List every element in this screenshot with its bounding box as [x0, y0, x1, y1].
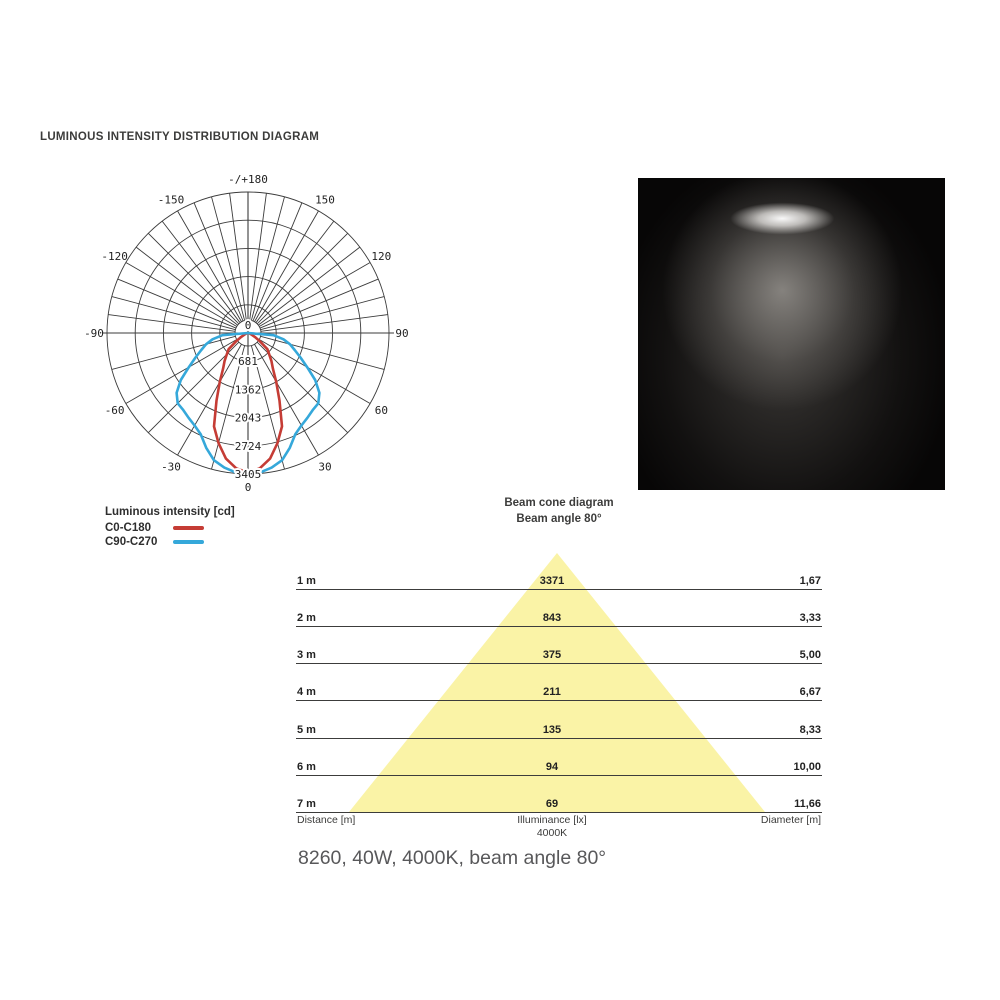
- beam-cone-row: [296, 683, 822, 701]
- legend-title: Luminous intensity [cd]: [105, 506, 235, 518]
- page-title: LUMINOUS INTENSITY DISTRIBUTION DIAGRAM: [40, 131, 320, 143]
- angle-label: 60: [374, 404, 388, 417]
- beam-cone-heading: [296, 496, 822, 527]
- ring-value-label: 3405: [234, 468, 262, 481]
- beam-cone-row: [296, 646, 822, 664]
- illuminance-column-label: [296, 814, 808, 840]
- distance-value: 5 m: [297, 723, 316, 736]
- legend-item-label: C0-C180: [105, 522, 152, 534]
- distance-value: 7 m: [297, 797, 316, 810]
- beam-cone-heading-line1: Beam cone diagram: [504, 497, 614, 509]
- beam-photo: [638, 178, 945, 490]
- diameter-value: 1,67: [799, 575, 821, 588]
- beam-cone-row: [296, 795, 822, 813]
- polar-intensity-chart: [70, 170, 430, 502]
- beam-cone-row: [296, 721, 822, 739]
- angle-label: 90: [395, 327, 409, 340]
- illuminance-value: 69: [545, 797, 559, 810]
- angle-label: -/+180: [228, 173, 268, 186]
- beam-cone-diagram: [296, 545, 822, 821]
- distance-value: 2 m: [297, 612, 316, 625]
- angle-label: 120: [371, 250, 392, 263]
- angle-label: -150: [157, 193, 185, 207]
- angle-label: -120: [101, 250, 128, 263]
- ring-value-label: 681: [238, 355, 258, 369]
- illuminance-value: 843: [542, 612, 562, 625]
- beam-cone-column-labels: [296, 814, 822, 844]
- distance-value: 3 m: [297, 649, 316, 662]
- legend-rows: [105, 521, 235, 549]
- angle-label: -60: [104, 404, 125, 417]
- beam-cone-row: [296, 609, 822, 627]
- illuminance-label-line1: Illuminance [lx]: [517, 814, 587, 826]
- legend-color-swatch: [173, 540, 204, 544]
- illuminance-value: 94: [545, 760, 559, 773]
- illuminance-value: 211: [543, 686, 561, 699]
- ring-value-label: 2043: [234, 411, 262, 425]
- diameter-column-label: Diameter [m]: [760, 814, 821, 826]
- legend-item: [105, 535, 235, 549]
- polar-chart-svg: [70, 170, 430, 502]
- legend-item: [105, 521, 235, 535]
- distance-column-label: Distance [m]: [297, 814, 356, 826]
- legend-color-swatch: [173, 526, 204, 530]
- ring-value-label: 2724: [234, 439, 262, 453]
- illuminance-label-line2: 4000K: [536, 827, 568, 839]
- beam-cone-row: [296, 572, 822, 590]
- center-zero-label: 0: [244, 319, 252, 332]
- illuminance-value: 375: [542, 649, 562, 662]
- diameter-value: 3,33: [799, 612, 821, 625]
- diameter-value: 5,00: [799, 649, 821, 662]
- beam-cone-row: [296, 758, 822, 776]
- diameter-value: 10,00: [793, 760, 821, 773]
- illuminance-value: 135: [542, 723, 562, 736]
- diameter-value: 11,66: [794, 797, 821, 810]
- ring-value-label: 1362: [234, 383, 262, 397]
- diameter-value: 6,67: [799, 686, 821, 699]
- distance-value: 4 m: [297, 686, 316, 699]
- angle-label: -90: [84, 327, 104, 340]
- product-caption: 8260, 40W, 4000K, beam angle 80°: [298, 847, 607, 869]
- angle-label: 150: [315, 193, 335, 207]
- legend-item-label: C90-C270: [105, 536, 158, 548]
- diameter-value: 8,33: [799, 723, 821, 736]
- polar-legend: [105, 506, 235, 549]
- angle-label: 30: [318, 460, 332, 474]
- angle-label: -30: [161, 460, 181, 474]
- illuminance-value: 3371: [539, 575, 565, 588]
- distance-value: 1 m: [297, 575, 316, 588]
- beam-cone-heading-line2: Beam angle 80°: [516, 512, 602, 525]
- angle-label: 0: [244, 481, 252, 494]
- distance-value: 6 m: [297, 760, 316, 773]
